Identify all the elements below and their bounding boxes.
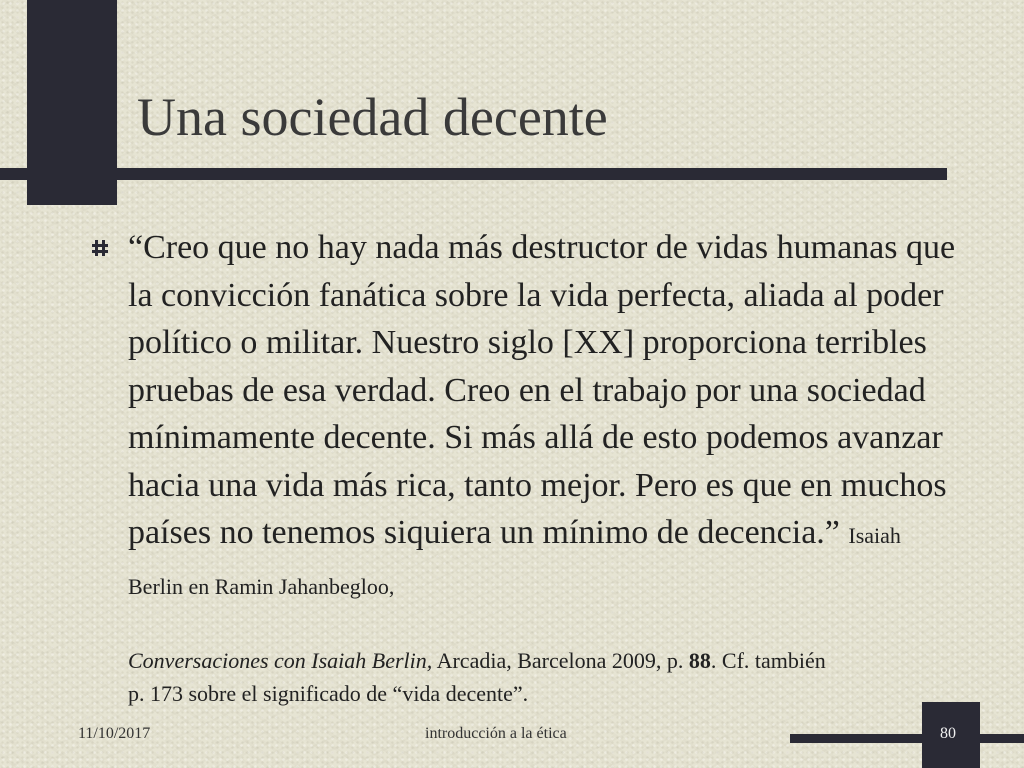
citation-note: p. 173 sobre el significado de “vida decente”. bbox=[128, 681, 529, 706]
footer-rule bbox=[790, 734, 1024, 743]
page-number: 80 bbox=[940, 725, 956, 742]
citation-book-title: Conversaciones con Isaiah Berlin, bbox=[128, 648, 433, 673]
slide-title: Una sociedad decente bbox=[137, 87, 608, 147]
title-underline-bar bbox=[0, 168, 947, 180]
quote-text: “Creo que no hay nada más destructor de vidas humanas que la convicción fanática sobre la vida perfecta, aliada al poder político o militar. Nuestro siglo [XX] proporciona terribles pruebas de esa verdad. Creo en el trabajo por una sociedad mínimamente decente. Si más allá de esto podemos avanzar hacia una vida más rica, tanto mejor. Pero es que en muchos países no tenemos siquiera un mínimo de decencia.” bbox=[128, 229, 956, 551]
footer-title: introducción a la ética bbox=[425, 725, 567, 742]
citation-publisher: Arcadia, Barcelona 2009, p. bbox=[436, 648, 684, 673]
citation-page: 88 bbox=[688, 648, 711, 673]
hash-bullet-icon bbox=[92, 240, 108, 256]
citation-author: Isaiah Berlin en Ramin Jahanbegloo, bbox=[128, 523, 901, 599]
citation-also: . Cf. también bbox=[710, 648, 826, 673]
quote-paragraph bbox=[128, 224, 958, 610]
footer-date: 11/10/2017 bbox=[78, 725, 151, 742]
citation-line bbox=[128, 648, 826, 674]
